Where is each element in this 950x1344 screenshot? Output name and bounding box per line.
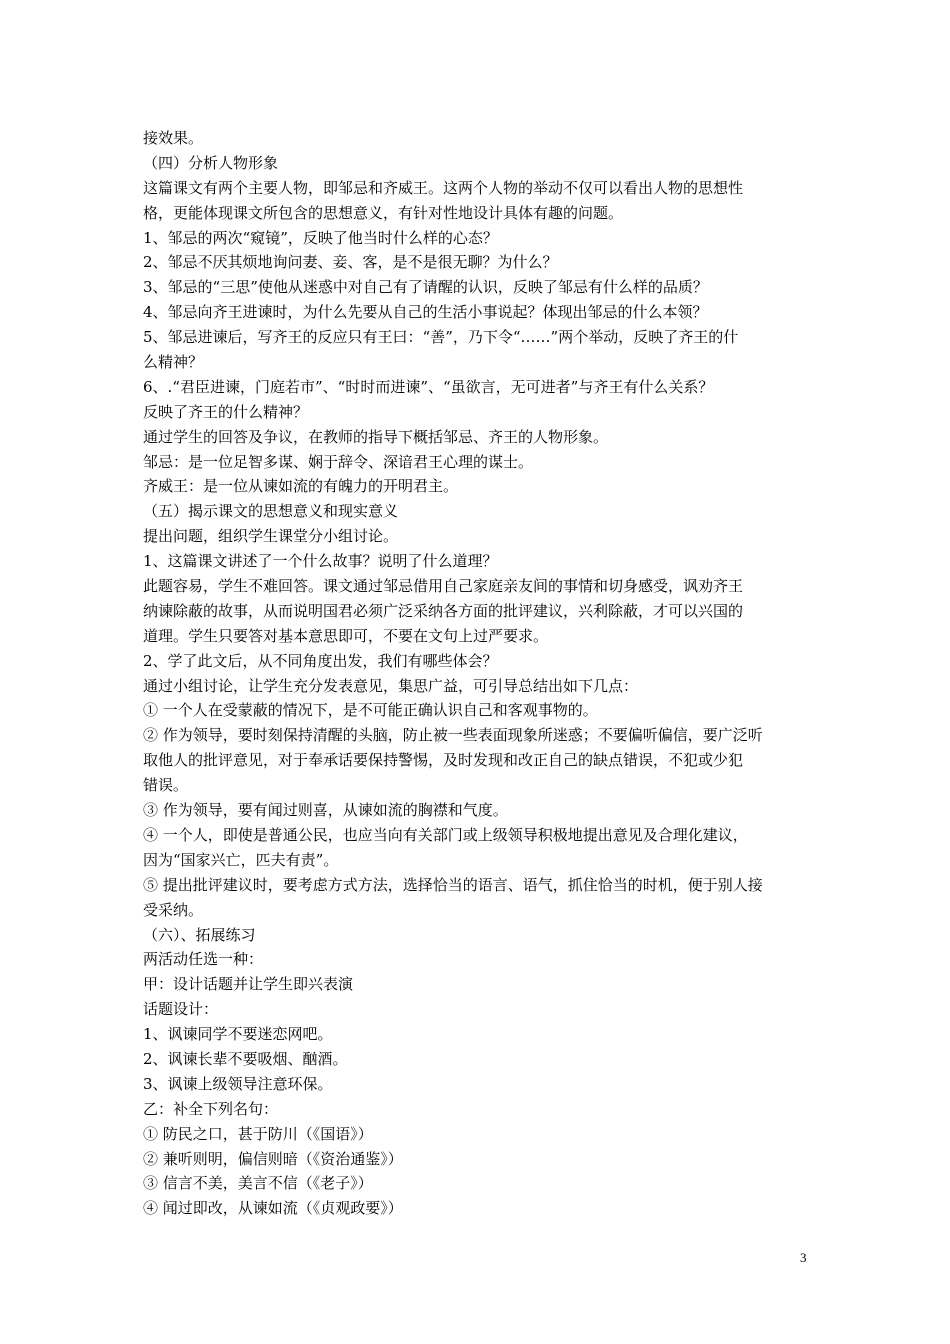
section-heading: （六）、拓展练习: [143, 925, 256, 944]
text-line: 齐威王：是一位从谏如流的有魄力的开明君主。: [143, 477, 459, 496]
text-line: 乙：补全下列名句：: [143, 1099, 279, 1118]
list-item: ② 兼听则明，偏信则暗（《资治通鉴》）: [143, 1149, 403, 1168]
text-line: 因为“国家兴亡，匹夫有责”。: [143, 850, 339, 869]
text-line: 提出问题，组织学生课堂分小组讨论。: [143, 527, 399, 546]
text-line: 受采纳。: [143, 900, 204, 919]
list-item: ④ 一个人，即使是普通公民，也应当向有关部门或上级领导积极地提出意见及合理化建议，: [143, 825, 748, 844]
text-line: 错误。: [143, 776, 189, 795]
list-item: ③ 作为领导，要有闻过则喜，从谏如流的胸襟和气度。: [143, 801, 508, 820]
text-line: 反映了齐王的什么精神？: [143, 402, 309, 421]
text-line: 格，更能体现课文所包含的思想意义，有针对性地设计具体有趣的问题。: [143, 203, 624, 222]
list-item: ④ 闻过即改，从谏如流（《贞观政要》）: [143, 1199, 403, 1218]
question-item: 2、邹忌不厌其烦地询问妻、妾、客，是不是很无聊？为什么？: [143, 253, 558, 272]
text-line: 么精神？: [143, 353, 204, 372]
text-line: 通过学生的回答及争议，在教师的指导下概括邹忌、齐王的人物形象。: [143, 427, 609, 446]
text-line: 接效果。: [143, 129, 204, 147]
list-item: ① 一个人在受蒙蔽的情况下，是不可能正确认识自己和客观事物的。: [143, 701, 598, 720]
text-line: 两活动任选一种：: [143, 950, 264, 969]
list-item: ③ 信言不美，美言不信（《老子》）: [143, 1174, 373, 1193]
question-item: 4、邹忌向齐王进谏时，为什么先要从自己的生活小事说起？体现出邹忌的什么本领？: [143, 303, 708, 322]
section-heading: （五）揭示课文的思想意义和现实意义: [143, 502, 399, 521]
text-line: 纳谏除蔽的故事，从而说明国君必须广泛采纳各方面的批评建议，兴利除蔽，才可以兴国的: [143, 601, 744, 620]
section-heading: （四）分析人物形象: [143, 153, 279, 172]
list-item: 2、讽谏长辈不要吸烟、酗酒。: [143, 1049, 348, 1068]
text-line: 邹忌：是一位足智多谋、娴于辞令、深谙君王心理的谋士。: [143, 452, 534, 471]
text-line: 话题设计：: [143, 1000, 219, 1019]
text-line: 通过小组讨论，让学生充分发表意见，集思广益，可引导总结出如下几点：: [143, 676, 639, 695]
body-text: [143, 126, 809, 1221]
question-item: 6、.“君臣进谏，门庭若市”、“时时而进谏”、“虽欲言，无可进者”与齐王有什么关系？: [143, 377, 714, 396]
question-item: 2、学了此文后，从不同角度出发，我们有哪些体会？: [143, 651, 498, 670]
list-item: ① 防民之口，甚于防川（《国语》）: [143, 1124, 373, 1143]
list-item: 1、讽谏同学不要迷恋网吧。: [143, 1025, 333, 1044]
question-item: 3、邹忌的“三思”使他从迷惑中对自己有了请醒的认识，反映了邹忌有什么样的品质？: [143, 278, 708, 297]
text-line: 这篇课文有两个主要人物，即邹忌和齐威王。这两个人物的举动不仅可以看出人物的思想性: [143, 178, 744, 197]
question-item: 5、邹忌进谏后，写齐王的反应只有王曰：“善”，乃下令“……”两个举动，反映了齐王的什: [143, 328, 739, 347]
page-number: 3: [800, 1250, 807, 1265]
list-item: ⑤ 提出批评建议时，要考虑方式方法，选择恰当的语言、语气，抓住恰当的时机，便于别人接: [143, 875, 763, 894]
list-item: ② 作为领导，要时刻保持清醒的头脑，防止被一些表面现象所迷惑；不要偏听偏信，要广泛听: [143, 726, 763, 745]
text-line: 此题容易，学生不难回答。课文通过邹忌借用自己家庭亲友间的事情和切身感受，讽劝齐王: [143, 577, 744, 596]
text-line: 取他人的批评意见，对于奉承话要保持警惕，及时发现和改正自己的缺点错误，不犯或少犯: [143, 751, 744, 770]
question-item: 1、邹忌的两次“窥镜”，反映了他当时什么样的心态？: [143, 228, 498, 247]
text-line: 甲：设计话题并让学生即兴表演: [143, 975, 354, 994]
text-line: 道理。学生只要答对基本意思即可，不要在文句上过严要求。: [143, 626, 549, 645]
question-item: 1、这篇课文讲述了一个什么故事？说明了什么道理？: [143, 552, 498, 571]
list-item: 3、讽谏上级领导注意环保。: [143, 1074, 333, 1093]
